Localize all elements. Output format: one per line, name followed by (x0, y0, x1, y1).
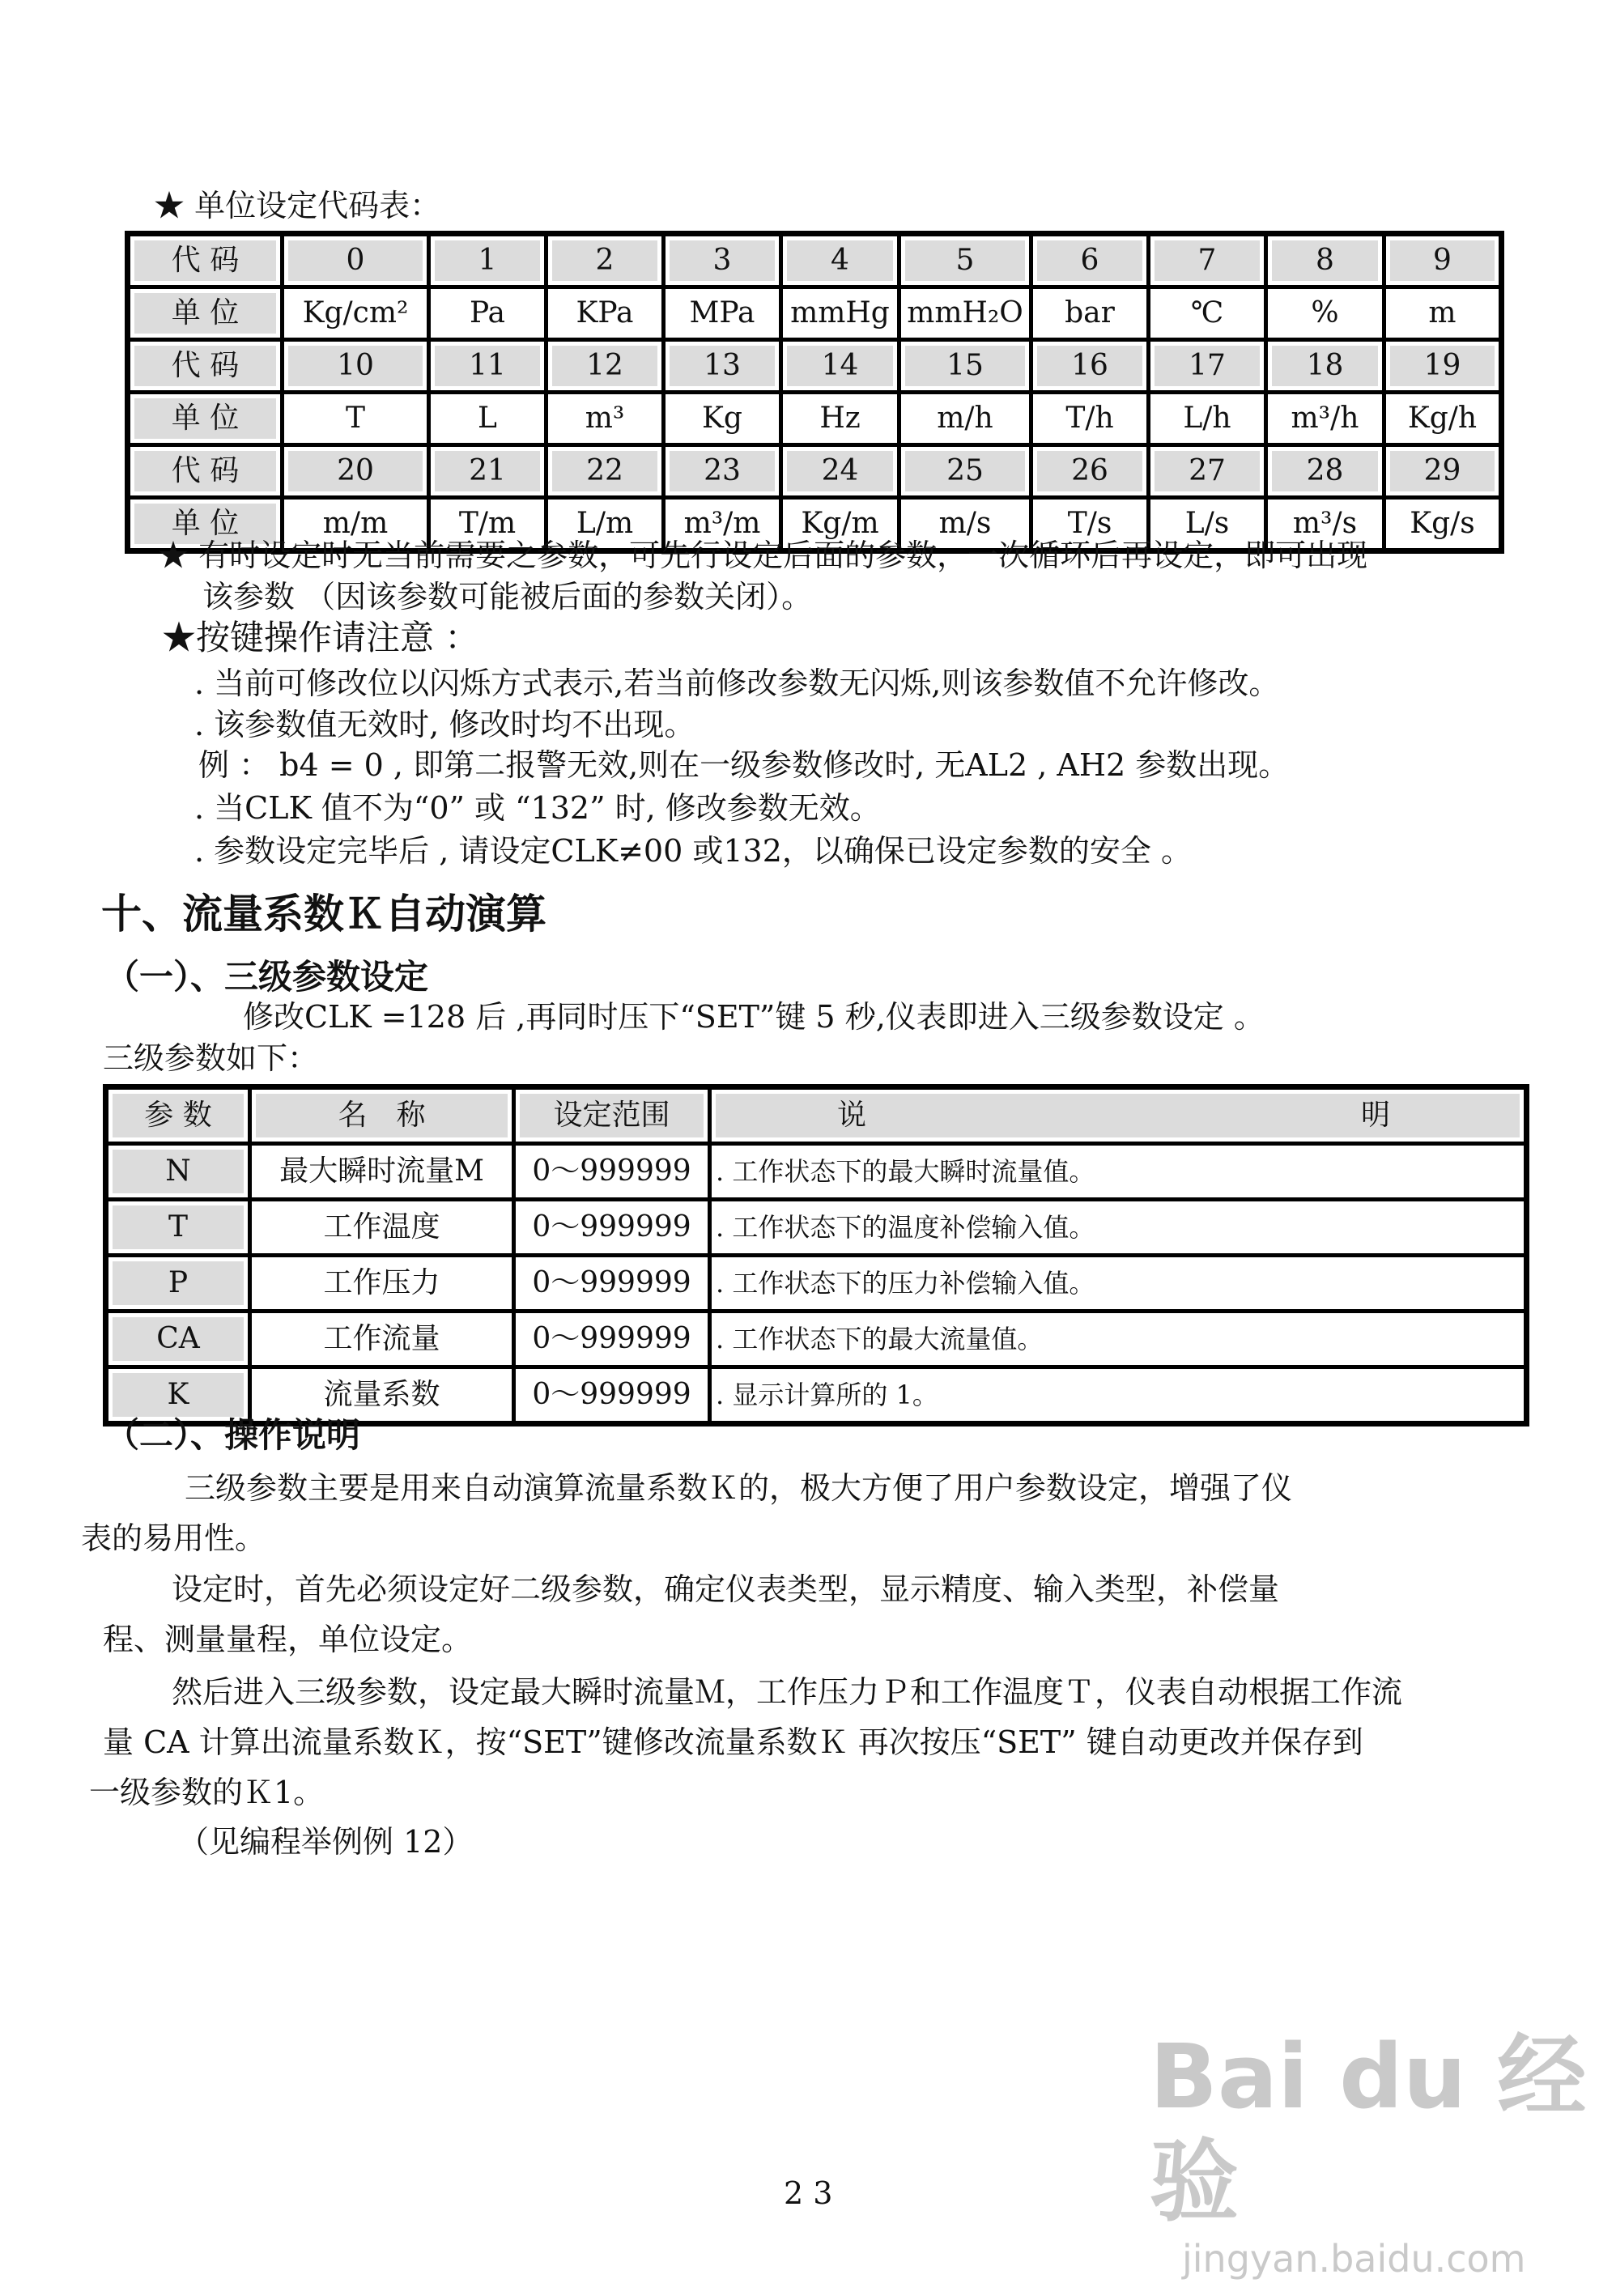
param-row (106, 1144, 1527, 1200)
code-cell: 21 (435, 451, 540, 491)
keys-title: ★按键操作请注意 ： (162, 618, 479, 657)
code-cell: 20 (288, 451, 423, 491)
header-desc-1: 说 (837, 1099, 867, 1132)
unit-cell: Kg/s (1410, 507, 1475, 540)
code-cell: 22 (552, 451, 657, 491)
param-range: 0～999999 (532, 1266, 691, 1299)
param-list-intro: 三级参数如下： (103, 1040, 319, 1076)
code-cell: 11 (435, 346, 540, 386)
header-param: 参 数 (113, 1094, 244, 1137)
note-line-1: ★ 有时设定时无当前需要之参数，可先行设定后面的参数，一次循环后再设定，即可出现 (158, 538, 1368, 573)
code-cell: 8 (1272, 240, 1378, 281)
row-label: 代 码 (134, 451, 276, 491)
unit-cell: mmH₂O (907, 296, 1023, 330)
paragraph-line: （见编程举例例 12） (178, 1824, 474, 1860)
param-desc: . 工作状态下的压力补偿输入值。 (716, 1268, 1095, 1299)
param-table (103, 1084, 1529, 1426)
unit-cell: m/h (937, 402, 993, 435)
code-row (128, 340, 1502, 393)
code-cell: 17 (1155, 346, 1260, 386)
unit-cell: T/h (1065, 402, 1114, 435)
code-cell: 0 (288, 240, 423, 281)
unit-cell: % (1311, 296, 1339, 330)
unit-cell: T/s (1067, 507, 1112, 540)
unit-cell: Pa (469, 296, 506, 330)
note-line-2: 该参数 （因该参数可能被后面的参数关闭）。 (202, 579, 813, 614)
baidu-jingyan-watermark (1150, 2024, 1616, 2283)
code-cell: 26 (1037, 451, 1142, 491)
param-name: 工作温度 (323, 1210, 440, 1244)
unit-cell: m³ (585, 402, 625, 435)
note-item: . 该参数值无效时, 修改时均不出现。 (194, 707, 695, 742)
param-code: K (113, 1373, 244, 1417)
param-range: 0～999999 (532, 1378, 691, 1411)
param-code: P (113, 1261, 244, 1305)
unit-cell: Kg (702, 402, 742, 435)
unit-cell: bar (1065, 296, 1115, 330)
note-item: . 参数设定完毕后 , 请设定CLK≠00 或132，以确保已设定参数的安全 。 (194, 833, 1192, 869)
param-name: 最大瞬时流量M (279, 1154, 484, 1188)
unit-table-title: ★ 单位设定代码表： (154, 188, 441, 223)
subsection-1-title: （一）、三级参数设定 (105, 957, 429, 997)
paragraph-line: 三级参数主要是用来自动演算流量系数Ｋ的，极大方便了用户参数设定，增强了仪 (185, 1470, 1293, 1506)
param-row (106, 1312, 1527, 1367)
param-range: 0～999999 (532, 1154, 691, 1188)
param-desc: . 显示计算所的 1。 (716, 1380, 938, 1410)
code-cell: 12 (552, 346, 657, 386)
unit-cell: KPa (576, 296, 634, 330)
param-desc: . 工作状态下的最大瞬时流量值。 (716, 1156, 1095, 1187)
code-row (128, 445, 1502, 498)
unit-cell: T (345, 402, 365, 435)
watermark-brand: Bai du 经验 (1150, 2025, 1587, 2234)
code-cell: 23 (670, 451, 775, 491)
code-cell: 4 (787, 240, 893, 281)
code-cell: 18 (1272, 346, 1378, 386)
paragraph-line: 设定时，首先必须设定好二级参数，确定仪表类型，显示精度、输入类型，补偿量 (172, 1571, 1280, 1607)
param-code: T (113, 1205, 244, 1249)
watermark-url: jingyan.baidu.com (1182, 2237, 1526, 2281)
subsection-2-title: （二）、操作说明 (105, 1415, 361, 1455)
paragraph-line: 程、测量量程，单位设定。 (103, 1622, 473, 1657)
unit-cell: Hz (819, 402, 861, 435)
code-cell: 9 (1390, 240, 1495, 281)
unit-row (128, 393, 1502, 445)
row-label: 单 位 (134, 293, 276, 334)
unit-cell: mmHg (790, 296, 890, 330)
paragraph-line: 然后进入三级参数，设定最大瞬时流量Ｍ，工作压力Ｐ和工作温度Ｔ，仪表自动根据工作流 (172, 1674, 1403, 1710)
param-name: 工作压力 (323, 1266, 440, 1299)
unit-code-table (125, 231, 1504, 554)
unit-cell: MPa (689, 296, 755, 330)
code-cell: 5 (905, 240, 1025, 281)
code-cell: 7 (1155, 240, 1260, 281)
header-range: 设定范围 (520, 1094, 704, 1137)
row-label: 代 码 (134, 240, 276, 281)
unit-cell: m³/h (1291, 402, 1359, 435)
unit-cell: L (478, 402, 497, 435)
code-cell: 15 (905, 346, 1025, 386)
param-name: 工作流量 (323, 1322, 440, 1355)
unit-cell: m (1428, 296, 1457, 330)
param-table-header (106, 1087, 1527, 1144)
param-range: 0～999999 (532, 1322, 691, 1355)
code-cell: 28 (1272, 451, 1378, 491)
page-number: 2 3 (784, 2175, 833, 2211)
unit-cell: Kg/h (1407, 402, 1478, 435)
code-cell: 25 (905, 451, 1025, 491)
section-title: 十、流量系数Ｋ自动演算 (101, 891, 546, 938)
subsection-1-text: 修改CLK =128 后 ,再同时压下“SET”键 5 秒,仪表即进入三级参数设定 。 (243, 999, 1265, 1035)
code-cell: 16 (1037, 346, 1142, 386)
code-row (128, 234, 1502, 287)
unit-cell: T/m (458, 507, 517, 540)
header-name: 名 称 (256, 1094, 508, 1137)
code-cell: 14 (787, 346, 893, 386)
unit-cell: L/h (1183, 402, 1231, 435)
paragraph-line: 量 CA 计算出流量系数Ｋ，按“SET”键修改流量系数Ｋ 再次按压“SET” 键自动更改并保存到 (103, 1724, 1363, 1760)
row-label: 单 位 (134, 504, 276, 544)
code-cell: 2 (552, 240, 657, 281)
row-label: 代 码 (134, 346, 276, 386)
param-desc: . 工作状态下的最大流量值。 (716, 1324, 1044, 1354)
header-desc (716, 1094, 1520, 1137)
unit-cell: m/m (322, 507, 389, 540)
paragraph-line: 一级参数的Ｋ1。 (89, 1775, 325, 1810)
code-cell: 27 (1155, 451, 1260, 491)
unit-cell: L/m (576, 507, 634, 540)
unit-cell: Kg/m (801, 507, 879, 540)
note-item: 例 ： b4 = 0 , 即第二报警无效,则在一级参数修改时, 无AL2 , AH2 参数出现。 (198, 747, 1290, 783)
note-item: . 当CLK 值不为“0” 或 “132” 时, 修改参数无效。 (194, 790, 881, 826)
code-cell: 24 (787, 451, 893, 491)
paragraph-line: 表的易用性。 (81, 1520, 266, 1556)
param-row (106, 1256, 1527, 1312)
header-desc-2: 明 (1360, 1099, 1390, 1132)
unit-cell: m/s (938, 507, 992, 540)
code-cell: 29 (1390, 451, 1495, 491)
param-desc: . 工作状态下的温度补偿输入值。 (716, 1212, 1095, 1243)
param-name: 流量系数 (323, 1378, 440, 1411)
unit-cell: Kg/cm² (302, 296, 409, 330)
code-cell: 19 (1390, 346, 1495, 386)
param-code: CA (113, 1317, 244, 1361)
code-cell: 6 (1037, 240, 1142, 281)
unit-cell: ℃ (1190, 296, 1224, 330)
param-code: N (113, 1150, 244, 1193)
unit-cell: L/s (1184, 507, 1230, 540)
unit-row (128, 287, 1502, 340)
code-cell: 13 (670, 346, 775, 386)
param-range: 0～999999 (532, 1210, 691, 1244)
note-item: . 当前可修改位以闪烁方式表示,若当前修改参数无闪烁,则该参数值不允许修改。 (194, 665, 1280, 701)
code-cell: 10 (288, 346, 423, 386)
row-label: 单 位 (134, 398, 276, 439)
code-cell: 1 (435, 240, 540, 281)
code-cell: 3 (670, 240, 775, 281)
unit-cell: m³/s (1292, 507, 1358, 540)
unit-cell: m³/m (683, 507, 761, 540)
param-row (106, 1200, 1527, 1256)
